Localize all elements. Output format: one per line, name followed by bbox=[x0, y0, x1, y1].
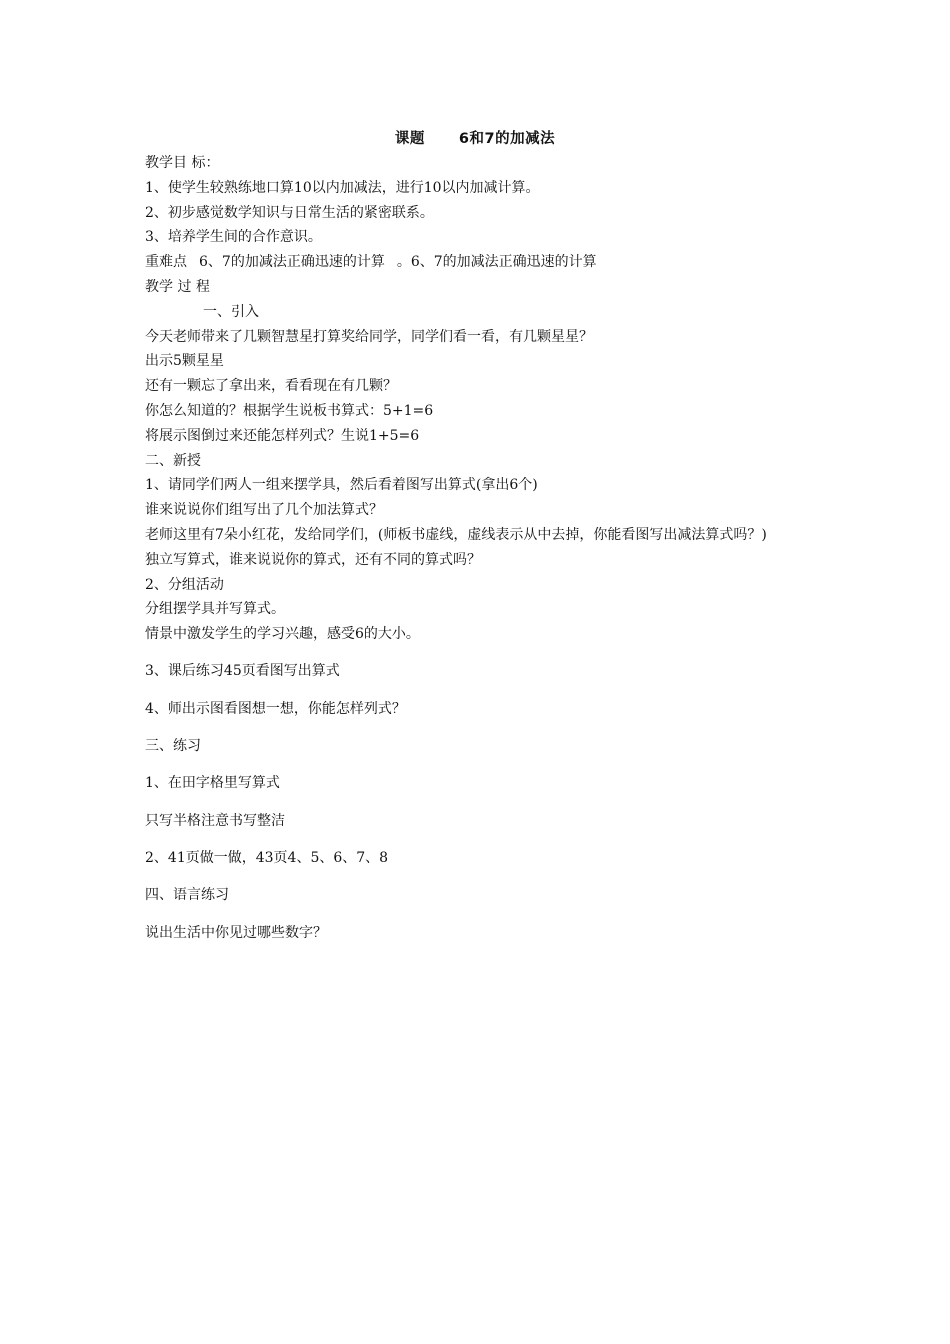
key-points-key: 6、7的加减法正确迅速的计算 bbox=[199, 254, 385, 271]
title-label: 课题 bbox=[394, 131, 425, 147]
paragraph-line: 你怎么知道的？根据学生说板书算式：5+1=6 bbox=[145, 402, 434, 419]
section-heading: 三、练习 bbox=[145, 738, 201, 755]
paragraph-line: 只写半格注意书写整洁 bbox=[145, 812, 285, 829]
key-points-label: 重难点 bbox=[145, 254, 187, 271]
title-text: 6和7的加减法 bbox=[458, 131, 556, 147]
objective-item: 1、使学生较熟练地口算10以内加减法，进行10以内加减计算。 bbox=[145, 179, 540, 196]
section-heading: 一、引入 bbox=[203, 303, 259, 320]
paragraph-line: 谁来说说你们组写出了几个加法算式？ bbox=[145, 502, 383, 519]
objectives-heading: 教学目 标： bbox=[145, 155, 220, 171]
paragraph-line: 今天老师带来了几颗智慧星打算奖给同学，同学们看一看，有几颗星星？ bbox=[145, 328, 593, 345]
key-points-difficulty: 。6、7的加减法正确迅速的计算 bbox=[396, 254, 597, 271]
paragraph-line: 1、在田字格里写算式 bbox=[145, 775, 280, 792]
paragraph-line: 独立写算式，谁来说说你的算式，还有不同的算式吗？ bbox=[145, 551, 481, 568]
paragraph-line: 出示5颗星星 bbox=[145, 353, 224, 370]
objective-item: 2、初步感觉数学知识与日常生活的紧密联系。 bbox=[145, 204, 434, 221]
paragraph-line: 还有一颗忘了拿出来，看看现在有几颗？ bbox=[145, 378, 397, 395]
paragraph-line: 3、课后练习45页看图写出算式 bbox=[145, 663, 340, 680]
section-heading: 四、语言练习 bbox=[145, 887, 229, 904]
paragraph-line: 说出生活中你见过哪些数字？ bbox=[145, 924, 327, 941]
paragraph-line: 分组摆学具并写算式。 bbox=[145, 601, 285, 618]
paragraph-line: 情景中激发学生的学习兴趣，感受6的大小。 bbox=[145, 626, 420, 643]
paragraph-line: 2、分组活动 bbox=[145, 576, 224, 593]
paragraph-line: 2、41页做一做，43页4、5、6、7、8 bbox=[145, 849, 389, 866]
section-heading: 二、新授 bbox=[145, 452, 201, 469]
document-body bbox=[145, 151, 825, 945]
paragraph-line: 老师这里有7朵小红花，发给同学们，(师板书虚线，虚线表示从中去掉，你能看图写出减法算式吗？) bbox=[145, 526, 767, 543]
paragraph-line: 1、请同学们两人一组来摆学具，然后看着图写出算式(拿出6个) bbox=[145, 477, 538, 494]
objective-item: 3、培养学生间的合作意识。 bbox=[145, 229, 322, 246]
paragraph-line: 4、师出示图看图想一想，你能怎样列式？ bbox=[145, 700, 406, 717]
lesson-title bbox=[0, 127, 950, 148]
key-points-line bbox=[145, 250, 825, 275]
paragraph-line: 将展示图倒过来还能怎样列式？生说1+5=6 bbox=[145, 427, 420, 444]
process-heading: 教学 过 程 bbox=[145, 278, 210, 295]
